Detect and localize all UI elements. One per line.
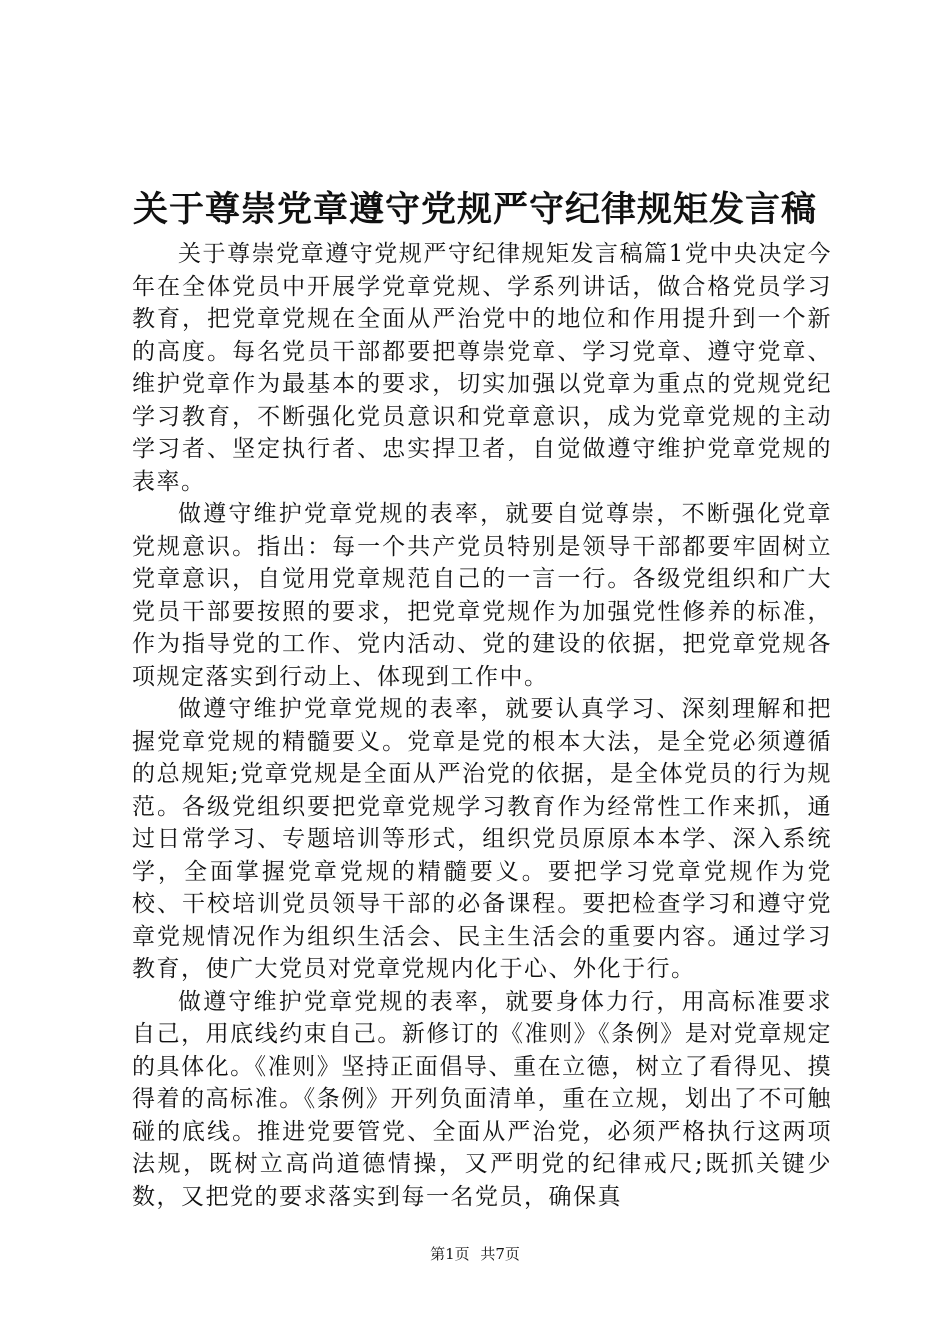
paragraph-4: 做遵守维护党章党规的表率，就要身体力行，用高标准要求自己，用底线约束自己。新修订的《准则》《条例》是对党章规定的具体化。《准则》坚持正面倡导、重在立德，树立了看得见、摸得着的高标准。《条例》开列负面清单，重在立规，划出了不可触碰的底线。推进党要管党、全面从严治党，必须严格执行这两项法规，既树立高尚道德情操，又严明党的纪律戒尺;既抓关键少数，又把党的要求落实到每一名党员，确保真 [132, 988, 832, 1210]
paragraph-1: 关于尊崇党章遵守党规严守纪律规矩发言稿篇1党中央决定今年在全体党员中开展学党章党规、学系列讲话，做合格党员学习教育，把党章党规在全面从严治党中的地位和作用提升到一个新的高度。每名党员干部都要把尊崇党章、学习党章、遵守党章、维护党章作为最基本的要求，切实加强以党章为重点的党规党纪学习教育，不断强化党员意识和党章意识，成为党章党规的主动学习者、坚定执行者、忠实捍卫者，自觉做遵守维护党章党规的表率。 [132, 241, 832, 495]
document-title: 关于尊崇党章遵守党规严守纪律规矩发言稿 [132, 189, 817, 230]
page-number-current: 第1页 [430, 1245, 470, 1263]
page-footer [0, 1244, 950, 1264]
page-number-total: 共7页 [480, 1245, 520, 1263]
document-body [132, 238, 832, 1213]
paragraph-2: 做遵守维护党章党规的表率，就要自觉尊崇，不断强化党章党规意识。指出：每一个共产党员特别是领导干部都要牢固树立党章意识，自觉用党章规范自己的一言一行。各级党组织和广大党员干部要按照的要求，把党章党规作为加强党性修养的标准，作为指导党的工作、党内活动、党的建设的依据，把党章党规各项规定落实到行动上、体现到工作中。 [132, 501, 832, 690]
paragraph-3: 做遵守维护党章党规的表率，就要认真学习、深刻理解和把握党章党规的精髓要义。党章是党的根本大法，是全党必须遵循的总规矩;党章党规是全面从严治党的依据，是全体党员的行为规范。各级党组织要把党章党规学习教育作为经常性工作来抓，通过日常学习、专题培训等形式，组织党员原原本本学、深入系统学，全面掌握党章党规的精髓要义。要把学习党章党规作为党校、干校培训党员领导干部的必备课程。要把检查学习和遵守党章党规情况作为组织生活会、民主生活会的重要内容。通过学习教育，使广大党员对党章党规内化于心、外化于行。 [132, 696, 832, 982]
